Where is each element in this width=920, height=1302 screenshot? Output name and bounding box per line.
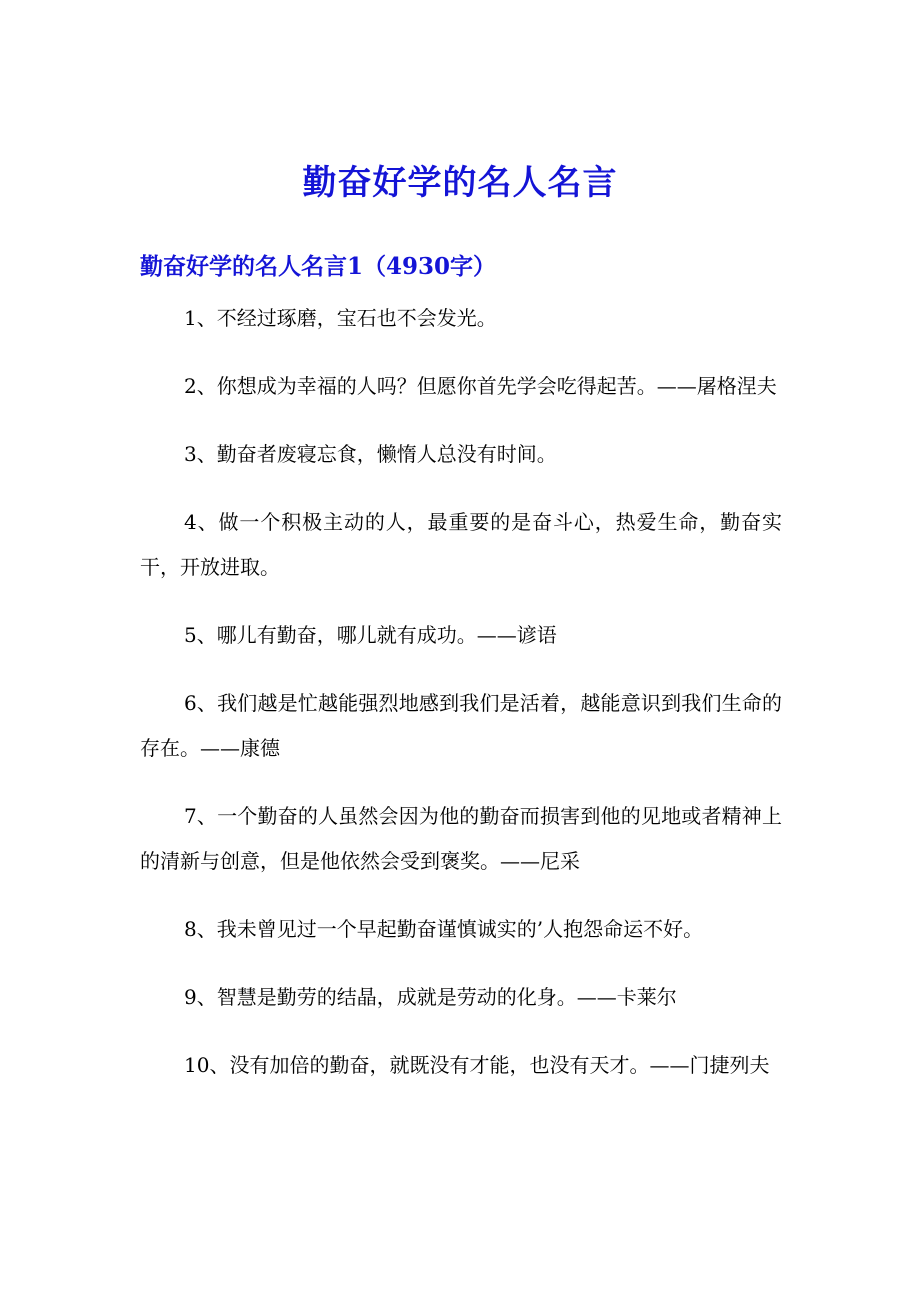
document-title: 勤奋好学的名人名言 — [302, 162, 618, 203]
quote-item: 2、你想成为幸福的人吗？但愿你首先学会吃得起苦。——屠格涅夫 — [184, 374, 777, 398]
quote-item: 4、做一个积极主动的人，最重要的是奋斗心，热爱生命，勤奋实干，开放进取。 — [140, 510, 782, 579]
section-heading: 勤奋好学的名人名言1（4930字） — [140, 253, 497, 281]
quote-list — [140, 296, 782, 1111]
quote-item: 3、勤奋者废寝忘食，懒惰人总没有时间。 — [184, 442, 557, 466]
quote-item: 7、一个勤奋的人虽然会因为他的勤奋而损害到他的见地或者精神上的清新与创意，但是他依然会受到褒奖。——尼采 — [140, 804, 782, 873]
quote-item: 5、哪儿有勤奋，哪儿就有成功。——谚语 — [184, 623, 557, 647]
quote-item: 6、我们越是忙越能强烈地感到我们是活着，越能意识到我们生命的存在。——康德 — [140, 691, 782, 760]
quote-item: 1、不经过琢磨，宝石也不会发光。 — [184, 306, 497, 330]
quote-item: 8、我未曾见过一个早起勤奋谨慎诚实的’人抱怨命运不好。 — [184, 917, 704, 941]
quote-item: 10、没有加倍的勤奋，就既没有才能，也没有天才。——门捷列夫 — [184, 1053, 770, 1077]
quote-item: 9、智慧是勤劳的结晶，成就是劳动的化身。——卡莱尔 — [184, 985, 677, 1009]
